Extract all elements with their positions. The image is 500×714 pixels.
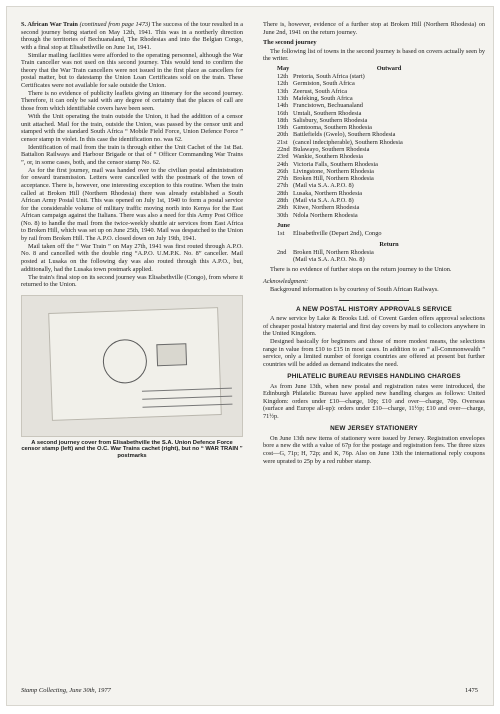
route-place: Gamtooma, Southern Rhodesia: [293, 124, 372, 132]
divider: [339, 300, 409, 301]
route-place: Salisbury, Southern Rhodesia: [293, 116, 368, 124]
left-column: [21, 21, 243, 459]
route-place: Broken Hill, Northern Rhodesia: [293, 248, 374, 256]
paragraph: A new service by Lake & Brooks Ltd. of Covent Garden offers approval selections of cheaper postal history material and first day covers by mail to collectors anywhere in the United Kingdom.: [263, 315, 485, 338]
route-row: [263, 190, 485, 197]
photo-caption: A second journey cover from Elisabethville the S.A. Union Defence Force censor stamp (left) and the O.C. War Trains cachet (right), but no “ WAR TRAIN ” postmarks: [21, 439, 243, 459]
route-row: [263, 153, 485, 160]
route-day: 13th: [277, 94, 289, 102]
route-place: Ndola Northern Rhodesia: [293, 211, 358, 219]
route-day: 19th: [277, 124, 289, 132]
page-number: 1475: [465, 687, 478, 694]
route-place: Battlefields (Gwelo), Southern Rhodesia: [293, 131, 396, 139]
route-month-label: May: [277, 64, 290, 72]
section-heading: PHILATELIC BUREAU REVISES HANDLING CHARGES: [287, 373, 461, 381]
route-day: 2nd: [277, 248, 287, 256]
route-row: [263, 139, 485, 146]
paragraph: Similar mailing facilities were afforded to the operating personnel, although the War Train canceller was not used on this second journey. This would tend to confirm the theory that the War Train cancellers were not issued in the first place as cancellers for postal matter, but to datestamp the Union Loan Certificates sold on the train. These Certificates were not available for sale outside the Union.: [21, 51, 243, 89]
paragraph: As from June 13th, when new postal and registration rates were introduced, the Edinburgh Philatelic Bureau have applied new handling charges as follows: United Kingdom: orders under £10—charge, 10p; £10 and over—charge, 70p. Overseas (surface and Europe all-up): orders under £10—charge, 11½p; £10 and over—charge, 71½p.: [263, 382, 485, 420]
magazine-page: [6, 6, 494, 706]
route-row: [263, 117, 485, 124]
route-heading: The second journey: [263, 39, 317, 47]
route-row: [263, 110, 485, 117]
section-heading: A NEW POSTAL HISTORY APPROVALS SERVICE: [295, 305, 453, 313]
paragraph: As for the first journey, mail was handed over to the civilian postal administration for onward transmission. Letters were cancelled with the postmark of the town of acceptance. There is, however, one interesting exception to this routine. When the train called at Broken Hill (Northern Rhodesia) there was already established a South African Army Postal Unit. This was opened on July 1st, 1940 to form a postal service for the considerable volume of military traffic moving north into Kenya for the East African campaign against the Italians. There was also a need for this Army Post Office (No. 8) to handle the mail from the twice-weekly shuttle air services from East Africa to Broken Hill, which was set up on June 25th, 1940. Mail was despatched to the Union by rail from Broken Hill. The A.P.O. closed down on July 19th, 1941.: [21, 166, 243, 242]
route-day: 30th: [277, 211, 289, 219]
route-direction-label: [293, 222, 485, 230]
paragraph: With the Unit operating the train outside the Union, it had the addition of a censor unit attached. Mail for the train, outside the Union, was passed by the censor unit and stamped with the standard South Africa “ Mobile Field Force, Union Defence Force ” censor stamp in violet. In this case the identification no. was 62.: [21, 113, 243, 143]
route-row: [263, 212, 485, 219]
route-place: Zeerust, South Africa: [293, 87, 348, 95]
route-day: 18th: [277, 116, 289, 124]
route-place: (Mail via S.A. A.P.O. 8): [293, 182, 354, 190]
route-place: Livingstone, Northern Rhodesia: [293, 167, 374, 175]
route-place: Kitwe, Northern Rhodesia: [293, 204, 360, 212]
route-day: 14th: [277, 102, 289, 110]
route-direction-label: Return: [379, 240, 399, 248]
route-row: [263, 131, 485, 138]
route-table: [263, 65, 485, 264]
route-day: 24th: [277, 160, 289, 168]
postage-stamp-mark: [156, 343, 187, 366]
envelope-image: [48, 307, 222, 421]
route-place: Umtali, Southern Rhodesia: [293, 109, 362, 117]
route-day: 28th: [277, 197, 289, 205]
route-row: [263, 88, 485, 95]
route-day: 27th: [277, 175, 289, 183]
route-place: Francistown, Bechuanaland: [293, 102, 363, 110]
route-place: Elisabethville (Depart 2nd), Congo: [293, 230, 382, 238]
route-row: [263, 256, 485, 263]
route-table-header: [263, 241, 485, 249]
route-place: Victoria Falls, Southern Rhodesia: [293, 160, 378, 168]
paragraph: The following list of towns in the second journey is based on covers actually seen by the writer.: [263, 47, 485, 63]
route-row: [263, 95, 485, 102]
route-day: 16th: [277, 109, 289, 117]
route-row: [263, 204, 485, 211]
paragraph: Background information is by courtesy of South African Railways.: [270, 286, 439, 294]
route-row: [263, 80, 485, 87]
route-row: [263, 146, 485, 153]
route-place: Pretoria, South Africa (start): [293, 73, 365, 81]
route-place: Lusaka, Northern Rhodesia: [293, 189, 363, 197]
route-day: 1st: [277, 230, 285, 238]
route-row: [263, 197, 485, 204]
route-place: Mafeking, South Africa: [293, 94, 353, 102]
route-row: [263, 182, 485, 189]
route-day: [263, 256, 293, 263]
route-row: [263, 175, 485, 182]
route-place: Wankie, Southern Rhodesia: [293, 153, 363, 161]
route-day: 12th: [277, 73, 289, 81]
route-row: [263, 161, 485, 168]
censor-stamp-mark: [102, 338, 148, 384]
route-day: 13th: [277, 87, 289, 95]
address-lines: [142, 387, 233, 414]
route-month-label: [263, 241, 293, 249]
route-place: (Mail via S.A. A.P.O. 8): [293, 197, 354, 205]
route-row: [263, 102, 485, 109]
route-direction-label: Outward: [376, 64, 402, 72]
route-place: Broken Hill, Northern Rhodesia: [293, 175, 374, 183]
route-row: [263, 230, 485, 237]
route-day: 29th: [277, 204, 289, 212]
route-row: [263, 168, 485, 175]
paragraph: The success of the tour resulted in a second journey being started on May 12th, 1941. This was in a northerly direction through the territories of Bechuanaland, The Rhodesias and into the Belgian Congo, with a final stop at Elisabethville on June 1st, 1941.: [21, 21, 243, 51]
route-row: [263, 73, 485, 80]
section-heading: NEW JERSEY STATIONERY: [330, 425, 418, 433]
acknowledgment-label: Acknowledgment:: [263, 278, 309, 285]
route-day: 12th: [277, 80, 289, 88]
route-month-label: June: [277, 221, 290, 229]
paragraph: There is, however, evidence of a further stop at Broken Hill (Northern Rhodesia) on June 2nd, 1941 on the return journey.: [263, 21, 485, 36]
right-column: [263, 21, 485, 466]
route-day: 21st: [277, 138, 288, 146]
route-place: Bulawayo, Southern Rhodesia: [293, 146, 370, 153]
route-row: [263, 249, 485, 256]
footer-publication: Stamp Collecting, June 30th, 1977: [21, 687, 111, 694]
article-lead: [21, 21, 243, 51]
paragraph: Designed basically for beginners and those of more modest means, the selections range in value from £10 to £15 in most cases. In addition to an “ all-Commonwealth ” service, only a limited number of foreign countries are offered at present but further countries will be added as demand indicates the need.: [263, 338, 485, 368]
route-table-header: [263, 65, 485, 73]
paragraph: There is no evidence of publicity leaflets giving an itinerary for the second journey. Therefore, it can only be said with any degree of certainty that the places of call are those from which identifiable covers have been seen.: [21, 89, 243, 113]
route-day: 27th: [277, 182, 289, 190]
paragraph: There is no evidence of further stops on the return journey to the Union.: [270, 266, 452, 274]
route-day: 22nd: [277, 146, 290, 153]
route-place: (Mail via S.A. A.P.O. No. 8): [293, 256, 365, 264]
route-row: [263, 124, 485, 131]
route-place: (cancel indecipherable), Southern Rhodesia: [293, 138, 403, 146]
route-day: 26th: [277, 167, 289, 175]
paragraph: Identification of mail from the train is through either the Unit Cachet of the 1st Bat. Battalion Railways and Harbour Brigade or that of “ Officer Commanding War Trains ”, or, in some cases, both, and the censor stamp No. 62.: [21, 143, 243, 166]
route-table-header: [263, 222, 485, 230]
route-day: 23rd: [277, 153, 289, 161]
paragraph: On June 13th new items of stationery were issued by Jersey. Registration envelopes bore a new die with a value of 67p for the postage and registration fees. The three sizes cost—G, 71p; H, 72p; and K, 76p. Also on June 13th the international reply coupons were uprated to 25p by a red rubber stamp.: [263, 434, 485, 465]
route-day: 20th: [277, 131, 289, 139]
paragraph: Mail taken off the “ War Train ” on May 27th, 1941 was first routed through A.P.O. No. 8 and cancelled with the double ring “A.P.O. U.M.P.K. No. 8” canceller. Mail posted at Lusaka on the following day was also routed through this A.P.O., but, additionally, had the Lusaka town postmark applied.: [21, 242, 243, 273]
article-heading: S. African War Train (continued from page 1473): [21, 21, 151, 28]
route-place: Germiston, South Africa: [293, 80, 355, 88]
cover-photo: [21, 295, 243, 437]
paragraph: The train's final stop on its second journey was Elisabethville (Congo), from where it returned to the Union.: [21, 273, 243, 289]
route-day: 28th: [277, 189, 289, 197]
